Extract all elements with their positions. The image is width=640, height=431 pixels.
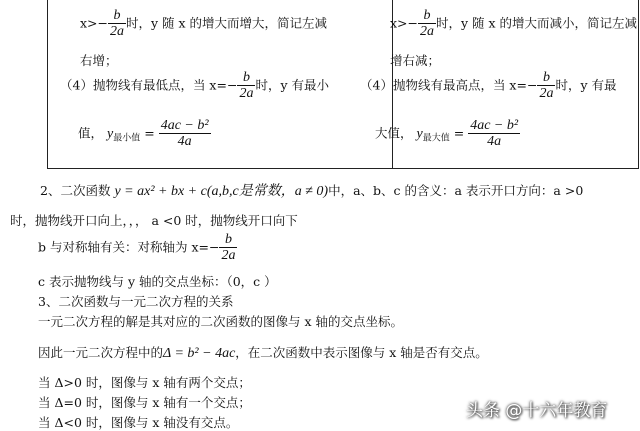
axis-frac-den: 2a xyxy=(221,248,236,264)
left-item4 xyxy=(60,70,329,102)
case-no-roots: 当 Δ<0 时，图像与 x 轴没有交点。 xyxy=(38,415,239,430)
left-y-sub: 最小值 xyxy=(113,133,141,144)
left-frac-den: 2a xyxy=(110,24,124,40)
left-line1-prefix: x>− xyxy=(80,15,108,31)
left-min-formula xyxy=(159,118,211,150)
right-value-label: 大值， xyxy=(375,125,413,141)
case-one-root: 当 Δ=0 时，图像与 x 轴有一个交点； xyxy=(38,395,251,410)
section3-line2-suffix: ，在二次函数中表示图像与 x 轴是否有交点。 xyxy=(235,345,488,360)
right-item4-frac-num: b xyxy=(542,70,550,85)
section2-prefix: 2、二次函数 xyxy=(40,183,111,198)
case-two-roots: 当 Δ>0 时，图像与 x 轴有两个交点； xyxy=(38,375,251,390)
section3-line1: 一元二次方程的解是其对应的二次函数的图像与 x 轴的交点坐标。 xyxy=(38,314,403,329)
left-item4-prefix: （4）抛物线有最低点，当 x=− xyxy=(60,77,238,93)
right-neg-b-over-2a xyxy=(418,8,436,40)
section2-line1 xyxy=(40,180,583,200)
right-formula-den: 4a xyxy=(468,133,520,149)
left-min-value xyxy=(78,118,211,150)
right-max-value xyxy=(375,118,520,150)
left-eq: = xyxy=(144,125,155,141)
right-line1-suffix: 时，y 随 x 的增大而减小，简记左减 xyxy=(436,15,638,31)
right-item4-frac-den: 2a xyxy=(539,86,554,102)
right-eq: = xyxy=(453,125,465,141)
right-line1-prefix: x>− xyxy=(390,15,418,31)
left-line1-suffix: 时，y 随 x 的增大而增大，简记左减 xyxy=(126,15,328,31)
right-item4-suffix: 时，y 有最 xyxy=(555,77,617,93)
axis-of-symmetry-frac xyxy=(219,232,237,264)
watermark: 头条 @十六年教育 xyxy=(466,401,608,421)
right-y-label: y xyxy=(416,126,423,142)
right-frac-num: b xyxy=(423,8,431,23)
left-line2: 右增； xyxy=(80,53,118,68)
right-item4-prefix: （4）抛物线有最高点，当 x=− xyxy=(360,77,538,93)
right-max-formula xyxy=(468,118,520,150)
right-formula-num: 4ac − b² xyxy=(470,118,519,133)
left-item4-frac-den: 2a xyxy=(239,86,254,102)
quadratic-formula: y = ax² + bx + c(a,b,c是常数，a ≠ 0) xyxy=(114,184,329,199)
left-item4-suffix: 时，y 有最小 xyxy=(255,77,329,93)
axis-frac-num: b xyxy=(224,232,232,247)
right-frac-den: 2a xyxy=(420,24,434,40)
left-value-label: 值， xyxy=(78,125,104,141)
section2-b-meaning xyxy=(38,232,237,264)
section3-line2-prefix: 因此一元二次方程中的 xyxy=(38,345,164,360)
left-item4-frac-num: b xyxy=(242,70,250,85)
left-item4-frac xyxy=(237,70,255,102)
left-formula-den: 4a xyxy=(159,133,211,149)
section3-line2 xyxy=(38,343,488,362)
right-y-sub: 最大值 xyxy=(422,133,450,144)
right-line2: 增右减； xyxy=(390,53,441,68)
right-line1 xyxy=(390,8,637,40)
left-y-label: y xyxy=(107,126,114,142)
discriminant-formula: Δ = b² − 4ac xyxy=(163,346,236,361)
left-formula-num: 4ac − b² xyxy=(160,118,209,133)
section2-line2: 时，抛物线开口向上，，， a <0 时，抛物线开口向下 xyxy=(10,213,298,228)
b-meaning-prefix: b 与对称轴有关：对称轴为 x=− xyxy=(38,239,220,255)
section2-c-meaning: c 表示抛物线与 y 轴的交点坐标：（0，c ） xyxy=(38,274,277,289)
left-neg-b-over-2a xyxy=(108,8,126,40)
section2-suffix: 中，a、b、c 的含义：a 表示开口方向：a >0 xyxy=(328,183,584,198)
left-line1 xyxy=(80,8,327,40)
left-frac-num: b xyxy=(113,8,121,23)
right-item4-frac xyxy=(537,70,555,102)
right-item4 xyxy=(360,70,616,102)
section3-title: 3、二次函数与一元二次方程的关系 xyxy=(38,294,234,309)
